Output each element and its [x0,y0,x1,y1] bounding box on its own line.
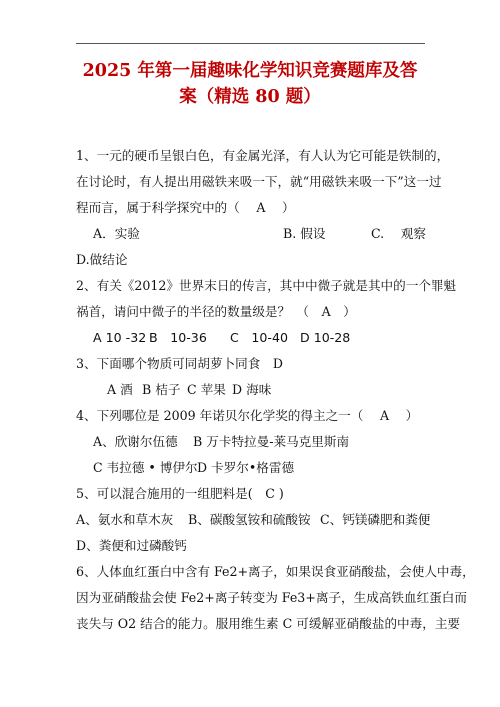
q1-line-3: 程而言，属于科学探究中的（ A ） [76,200,295,215]
q1-option-c: C. 观察 [371,226,426,241]
q6-line-2: 因为亚硝酸盐会使 Fe2+离子转变为 Fe3+离子，生成高铁血红蛋白而 [76,590,467,605]
q3-option-c: C 苹果 [187,382,226,397]
q1-line-1: 1、一元的硬币呈银白色，有金属光泽，有人认为它可能是铁制的， [76,148,450,163]
page-title [60,58,440,110]
q3-option-b: B 桔子 [142,382,181,397]
q5-option-c: C、钙镁磷肥和粪便 [320,512,431,527]
q4-line-1: 4、下列哪位是 2009 年诺贝尔化学奖的得主之一（ A ） [76,408,419,423]
q4-option-d: D 卡罗尔•格雷德 [197,460,295,475]
q2-option-b: B 10-36 [149,330,207,345]
q3-line-1: 3、下面哪个物质可同胡萝卜同食 D [76,356,284,371]
title-line-2: 案（精选 80 题） [179,87,321,107]
q3-option-a: A 酒 [107,382,133,397]
q2-option-d: D 10-28 [300,330,351,345]
q2-line-1: 2、有关《2012》世界末日的传言，其中中微子就是其中的一个罪魁 [76,278,457,293]
q5-option-a: A、氨水和草木灰 [76,512,174,527]
q1-option-b: B. 假设 [283,226,326,241]
q2-option-c: C 10-40 [230,330,288,345]
q1-line-2: 在讨论时，有人提出用磁铁来吸一下，就“用磁铁来吸一下”这一过 [76,174,442,189]
q1-option-d: D.做结论 [76,252,128,267]
q2-line-2: 祸首，请问中微子的半径的数量级是？ （ A ） [76,304,356,319]
q5-option-b: B、碳酸氢铵和硫酸铵 [188,512,311,527]
q6-line-1: 6、人体血红蛋白中含有 Fe2+离子，如果误食亚硝酸盐，会使人中毒， [76,564,475,579]
q3-option-d: D 海味 [232,382,272,397]
q5-option-d: D、粪便和过磷酸钙 [76,538,187,553]
q4-option-b: B 万卡特拉曼-莱马克里斯南 [193,434,350,449]
q2-option-a: A 10 -32 [93,330,147,345]
header-rule [76,43,425,44]
q4-option-c: C 韦拉德 • 博伊尔 [93,460,198,475]
q6-line-3: 丧失与 O2 结合的能力。服用维生素 C 可缓解亚硝酸盐的中毒，主要 [76,616,461,631]
title-line-1: 2025 年第一届趣味化学知识竞赛题库及答 [82,61,418,81]
q1-option-a: A．实验 [93,226,140,241]
q4-option-a: A、欣谢尔伍德 [93,434,178,449]
q5-line-1: 5、可以混合施用的一组肥料是( C ) [76,486,284,501]
